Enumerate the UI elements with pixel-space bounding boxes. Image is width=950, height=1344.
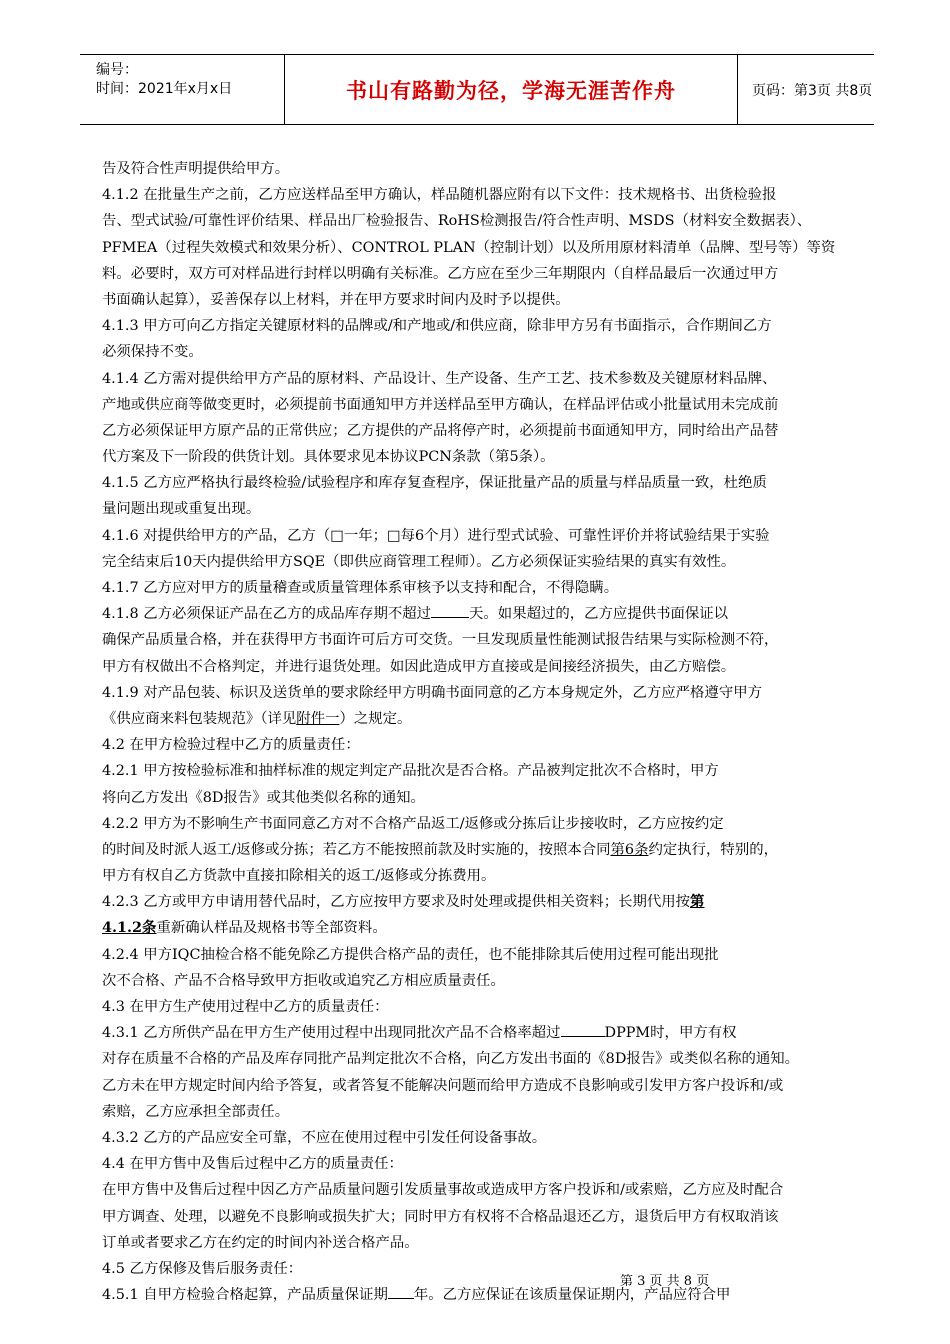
fill-in-blank [388,1283,414,1299]
document-body [102,156,862,1308]
section-heading: 4.5 乙方保修及售后服务责任： [102,1260,303,1277]
section-heading: 4.4 在甲方售中及售后过程中乙方的质量责任： [102,1156,403,1173]
text-line: 4.1.5 乙方应严格执行最终检验/试验程序和库存复查程序，保证批量产品的质量与样品质量一致，杜绝质 [102,475,767,492]
section-heading: 4.3 在甲方生产使用过程中乙方的质量责任： [102,999,389,1015]
text-line [102,915,862,941]
text-line [102,889,862,915]
text-line [102,1020,862,1046]
text-line: 甲方有权做出不合格判定，并进行退货处理。如因此造成甲方直接或是间接经济损失，由乙方赔偿。 [102,658,736,675]
text-segment: ）之规定。 [339,710,412,727]
header-meta [80,55,282,124]
text-line: 索赔，乙方应承担全部责任。 [102,1103,290,1120]
section-heading: 4.2 在甲方检验过程中乙方的质量责任： [102,737,360,754]
text-segment: DPPM时，甲方有权 [604,1025,737,1042]
text-line: 4.2.2 甲方为不影响生产书面同意乙方对不合格产品返工/返修或分拣后让步接收时，乙方应按约定 [102,815,724,832]
text-line: 料。必要时，双方可对样品进行封样以明确有关标准。乙方应在至少三年期限内（自样品最后一次通过甲方 [102,265,779,282]
appendix-link[interactable]: 附件一 [296,710,340,727]
text-line: 次不合格、产品不合格导致甲方拒收或追究乙方相应质量责任。 [102,972,505,989]
text-line: 甲方有权自乙方货款中直接扣除相关的返工/返修或分拣费用。 [102,868,496,885]
text-line: 甲方调查、处理，以避免不良影响或损失扩大；同时甲方有权将不合格品退还乙方，退货后甲方有权取消该 [102,1208,779,1225]
text-line: 乙方未在甲方规定时间内给予答复，或者答复不能解决问题而给甲方造成不良影响或引发甲方客户投诉和/或 [102,1077,784,1094]
text-line: 对存在质量不合格的产品及库存同批产品判定批次不合格，向乙方发出书面的《8D报告》或类似名称的通知。 [102,1051,800,1068]
document-number-label: 编号： [96,62,138,78]
text-segment: 重新确认样品及规格书等全部资料。 [156,920,387,937]
text-line: 必须保持不变。 [102,344,203,361]
text-line: 代方案及下一阶段的供货计划。具体要求见本协议PCN条款（第5条）。 [102,449,555,466]
text-line: 4.1.2 在批量生产之前，乙方应送样品至甲方确认，样品随机器应附有以下文件：技术规格书、出货检验报 [102,187,777,204]
fill-in-blank [561,1021,605,1037]
text-line: 4.3.2 乙方的产品应安全可靠，不应在使用过程中引发任何设备事故。 [102,1129,547,1146]
text-line: 订单或者要求乙方在约定的时间内补送合格产品。 [102,1234,419,1251]
text-line: 4.1.7 乙方应对甲方的质量稽查或质量管理体系审核予以支持和配合，不得隐瞒。 [102,580,619,596]
text-segment: 约定执行，特别的， [648,841,778,858]
text-line: 告、型式试验/可靠性评价结果、样品出厂检验报告、RoHS检测报告/符合性声明、MSDS（材料安全数据表）、 [102,213,812,230]
text-line: 量问题出现或重复出现。 [102,501,261,518]
text-line [102,706,862,732]
text-line [102,837,862,863]
clause-reference-link[interactable]: 第 [690,893,705,911]
clause-reference-link[interactable]: 第6条 [610,841,649,858]
text-segment: 的时间及时派人返工/返修或分拣；若乙方不能按照前款及时实施的，按照本合同 [102,841,611,858]
text-line [102,1282,862,1308]
text-line: 将向乙方发出《8D报告》或其他类似名称的通知。 [102,789,425,806]
header-motto: 书山有路勤为径，学海无涯苦作舟 [284,55,738,124]
header-page-number: 页码：第3页 共8页 [752,83,873,99]
text-line: 在甲方售中及售后过程中因乙方产品质量问题引发质量事故或造成甲方客户投诉和/或索赔，乙方应及时配合 [102,1182,784,1199]
text-segment: 天。如果超过的，乙方应提供书面保证以 [469,606,729,623]
text-segment: 4.5.1 自甲方检验合格起算，产品质量保证期 [102,1287,388,1304]
text-line: 完全结束后10天内提供给甲方SQE（即供应商管理工程师）。乙方必须保证实验结果的真实有效性。 [102,553,736,570]
text-segment: 年。乙方应保证在该质量保证期内，产品应符合甲 [413,1287,731,1304]
text-line: 4.1.4 乙方需对提供给甲方产品的原材料、产品设计、生产设备、生产工艺、技术参数及关键原材料品牌、 [102,370,777,387]
text-segment: 《供应商来料包装规范》（详见 [102,710,297,727]
text-line: 4.2.4 甲方IQC抽检合格不能免除乙方提供合格产品的责任，也不能排除其后使用过程可能出现批 [102,946,719,963]
text-line: 确保产品质量合格，并在获得甲方书面许可后方可交货。一旦发现质量性能测试报告结果与实际检测不符， [102,632,779,649]
text-line: 4.1.9 对产品包装、标识及送货单的要求除经甲方明确书面同意的乙方本身规定外，乙方应严格遵守甲方 [102,684,762,701]
text-line: 书面确认起算），妥善保存以上材料，并在甲方要求时间内及时予以提供。 [102,291,570,308]
document-time-label: 时间：2021年x月x日 [96,81,233,97]
text-line: 4.1.6 对提供给甲方的产品，乙方（□一年；□每6个月）进行型式试验、可靠性评价并将试验结果于实验 [102,527,770,544]
fill-in-blank [431,602,469,618]
text-segment: 4.1.8 乙方必须保证产品在乙方的成品库存期不超过 [102,606,432,623]
page-header [80,54,874,125]
text-segment: 4.2.3 乙方或甲方申请用替代品时，乙方应按甲方要求及时处理或提供相关资料；长期代用按 [102,894,691,911]
text-line: 4.2.1 甲方按检验标准和抽样标准的规定判定产品批次是否合格。产品被判定批次不合格时，甲方 [102,763,719,780]
text-line [102,601,862,627]
text-line: 4.1.3 甲方可向乙方指定关键原材料的品牌或/和产地或/和供应商，除非甲方另有书面指示，合作期间乙方 [102,318,772,335]
clause-reference-link[interactable]: 4.1.2条 [102,919,157,937]
page-footer: 第 3 页 共 8 页 [620,1274,710,1289]
text-line: 产地或供应商等做变更时，必须提前书面通知甲方并送样品至甲方确认，在样品评估或小批量试用未完成前 [102,396,779,413]
text-line: 乙方必须保证甲方原产品的正常供应；乙方提供的产品将停产时，必须提前书面通知甲方，同时给出产品替 [102,422,779,439]
text-line: 告及符合性声明提供给甲方。 [102,161,290,177]
text-segment: 4.3.1 乙方所供产品在甲方生产使用过程中出现同批次产品不合格率超过 [102,1025,561,1042]
text-line: PFMEA（过程失效模式和效果分析）、CONTROL PLAN（控制计划）以及所用原材料清单（品牌、型号等）等资 [102,239,836,256]
